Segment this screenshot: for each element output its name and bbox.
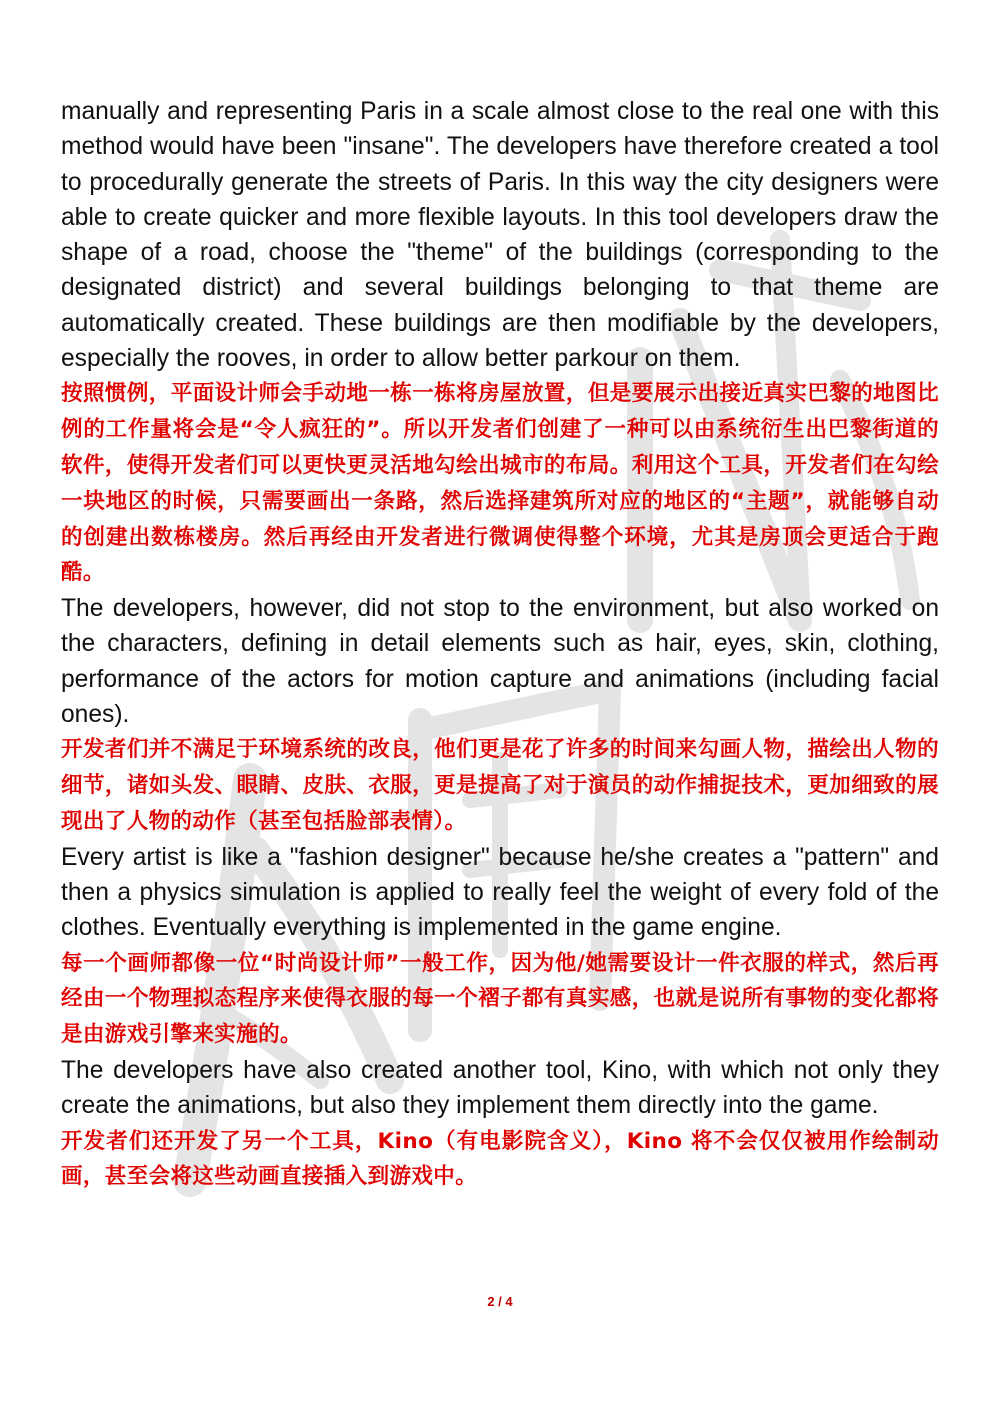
paragraph-chinese: 按照惯例，平面设计师会手动地一栋一栋将房屋放置，但是要展示出接近真实巴黎的地图比例的工作量将会是“令人疯狂的”。所以开发者们创建了一种可以由系统衍生出巴黎街道的软件，使得开发者们可以更快更灵活地勾绘出城市的布局。利用这个工具，开发者们在勾绘一块地区的时候，只需要画出一条路，然后选择建筑所对应的地区的“主题”，就能够自动的创建出数栋楼房。然后再经由开发者进行微调使得整个环境，尤其是房顶会更适合于跑酷。 xyxy=(61,381,939,586)
paragraph-chinese: 开发者们并不满足于环境系统的改良，他们更是花了许多的时间来勾画人物，描绘出人物的细节，诸如头发、眼睛、皮肤、衣服，更是提高了对于演员的动作捕捉技术，更加细致的展现出了人物的动作（甚至包括脸部表情）。 xyxy=(61,737,939,834)
paragraph-english: The developers, however, did not stop to the environment, but also worked on the characters, defining in detail elements such as hair, eyes, skin, clothing, performance of the actors for motion capture and animations (including facial ones). xyxy=(61,595,939,729)
document-body xyxy=(61,94,939,1195)
page-number: 2 / 4 xyxy=(487,1294,513,1309)
paragraph-chinese: 每一个画师都像一位“时尚设计师”一般工作，因为他/她需要设计一件衣服的样式，然后再经由一个物理拟态程序来使得衣服的每一个褶子都有真实感，也就是说所有事物的变化都将是由游戏引擎来实施的。 xyxy=(61,950,939,1048)
paragraph-english: Every artist is like a "fashion designer" because he/she creates a "pattern" and then a physics simulation is applied to really feel the weight of every fold of the clothes. Eventually everything is implemented in the game engine. xyxy=(61,843,939,942)
paragraph-english: manually and representing Paris in a scale almost close to the real one with this method would have been "insane". The developers have therefore created a tool to procedurally generate the streets of Paris. In this way the city designers were able to create quicker and more flexible layouts. In this tool developers draw the shape of a road, choose the "theme" of the buildings (corresponding to the designated district) and several buildings belonging to that theme are automatically created. These buildings are then modifiable by the developers, especially the rooves, in order to allow better parkour on them. xyxy=(61,98,939,373)
paragraph-english: The developers have also created another tool, Kino, with which not only they create the animations, but also they implement them directly into the game. xyxy=(61,1057,939,1120)
paragraph-chinese: 开发者们还开发了另一个工具，Kino（有电影院含义），Kino 将不会仅仅被用作绘制动画，甚至会将这些动画直接插入到游戏中。 xyxy=(61,1128,939,1190)
